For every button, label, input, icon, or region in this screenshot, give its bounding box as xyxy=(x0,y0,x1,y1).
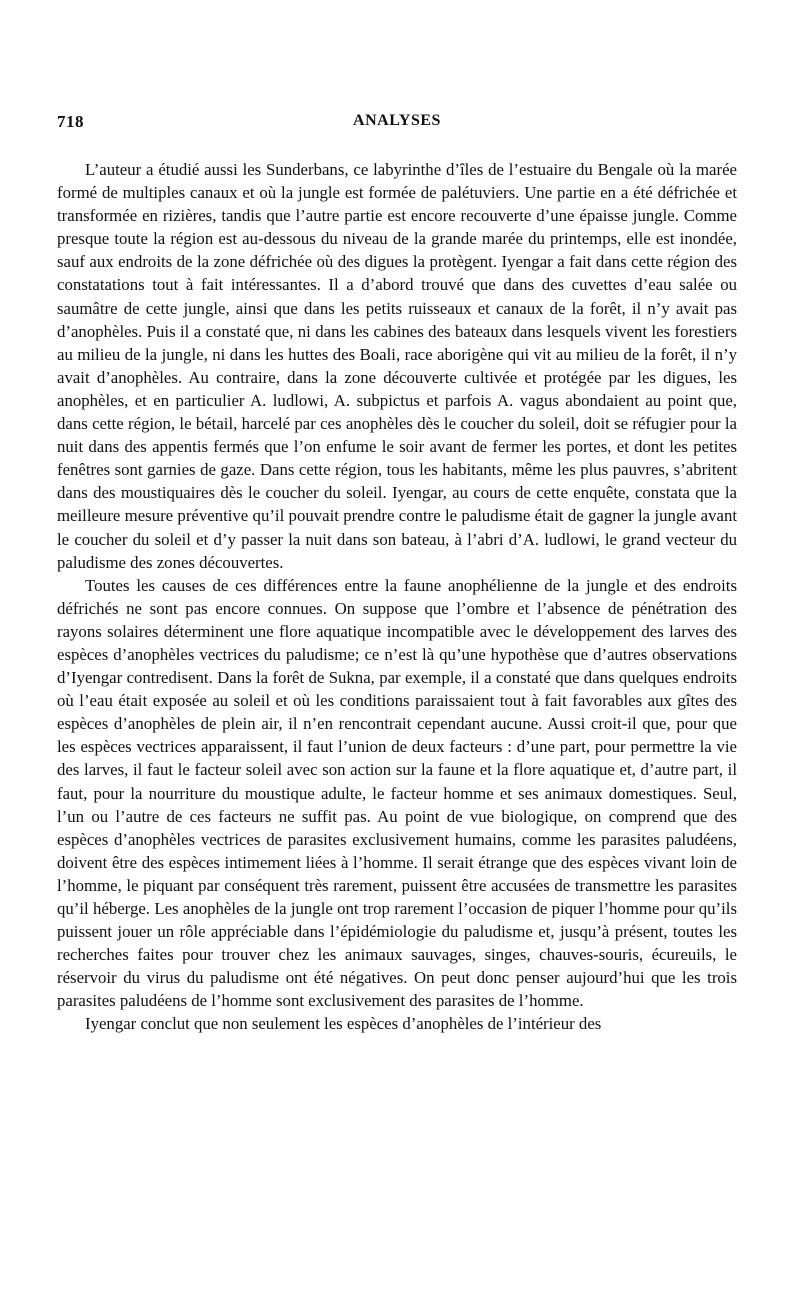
body-text xyxy=(57,158,737,1036)
paragraph: L’auteur a étudié aussi les Sunderbans, ce labyrinthe d’îles de l’estuaire du Bengale où la marée formé de multiples canaux et où la jungle est formée de palétuviers. Une partie en a été défrichée et transformée en rizières, tandis que l’autre partie est encore recouverte d’une épaisse jungle. Comme presque toute la région est au-dessous du niveau de la grande marée du printemps, elle est inondée, sauf aux endroits de la zone défrichée où des digues la protègent. Iyengar a fait dans cette région des constatations tout à fait intéressantes. Il a d’abord trouvé que dans des cuvettes d’eau salée ou saumâtre de cette jungle, ainsi que dans les petits ruisseaux et canaux de la forêt, il n’y avait pas d’anophèles. Puis il a constaté que, ni dans les cabines des bateaux dans lesquels vivent les forestiers au milieu de la jungle, ni dans les huttes des Boali, race aborigène qui vit au milieu de la forêt, il n’y avait d’anophèles. Au contraire, dans la zone découverte cultivée et protégée par les digues, les anophèles, et en particulier A. ludlowi, A. subpictus et parfois A. vagus abondaient au point que, dans cette région, le bétail, harcelé par ces anophèles dès le coucher du soleil, doit se réfugier pour la nuit dans des appentis fermés que l’on enfume le soir avant de fermer les portes, et dont les petites fenêtres sont garnies de gaze. Dans cette région, tous les habitants, même les plus pauvres, s’abritent dans des moustiquaires dès le coucher du soleil. Iyengar, au cours de cette enquête, constata que la meilleure mesure préventive qu’il pouvait prendre contre le paludisme était de gagner la jungle avant le coucher du soleil et d’y passer la nuit dans son bateau, à l’abri d’A. ludlowi, le grand vecteur du paludisme des zones découvertes. xyxy=(57,160,737,572)
running-title: ANALYSES xyxy=(353,112,441,129)
paragraph: Iyengar conclut que non seulement les espèces d’anophèles de l’intérieur des xyxy=(85,1014,602,1034)
page-number: 718 xyxy=(57,112,84,131)
page xyxy=(57,112,737,1036)
paragraph: Toutes les causes de ces différences entre la faune anophélienne de la jungle et des endroits défrichés ne sont pas encore connues. On suppose que l’ombre et l’absence de pénétration des rayons solaires déterminent une flore aquatique incompatible avec le développement des larves des espèces d’anophèles vectrices du paludisme; ce n’est là qu’une hypothèse que d’autres observations d’Iyengar contredisent. Dans la forêt de Sukna, par exemple, il a constaté que dans quelques endroits où l’eau était exposée au soleil et où les conditions paraissaient tout à fait favorables aux gîtes des espèces d’anophèles de plein air, il n’en rencontrait cependant aucune. Aussi croit-il que, pour que les espèces vectrices apparaissent, il faut l’union de deux facteurs : d’une part, pour permettre la vie des larves, il faut le facteur soleil avec son action sur la faune et la flore aquatique et, d’autre part, il faut, pour la nourriture du moustique adulte, le facteur homme et ses animaux domestiques. Seul, l’un ou l’autre de ces facteurs ne suffit pas. Au point de vue biologique, on comprend que des espèces d’anophèles vectrices de parasites exclusivement humains, comme les parasites paludéens, doivent être des espèces intimement liées à l’homme. Il serait étrange que des espèces vivant loin de l’homme, le piquant par conséquent très rarement, puissent être accusées de transmettre les parasites qu’il héberge. Les anophèles de la jungle ont trop rarement l’occasion de piquer l’homme pour qu’ils puissent jouer un rôle appréciable dans l’épidémiologie du paludisme et, jusqu’à présent, toutes les recherches faites pour trouver chez les animaux sauvages, singes, chauves-souris, écureuils, le réservoir du virus du paludisme ont été négatives. On peut donc penser aujourd’hui que les trois parasites paludéens de l’homme sont exclusivement des parasites de l’homme. xyxy=(57,575,737,1011)
page-header xyxy=(57,112,737,142)
